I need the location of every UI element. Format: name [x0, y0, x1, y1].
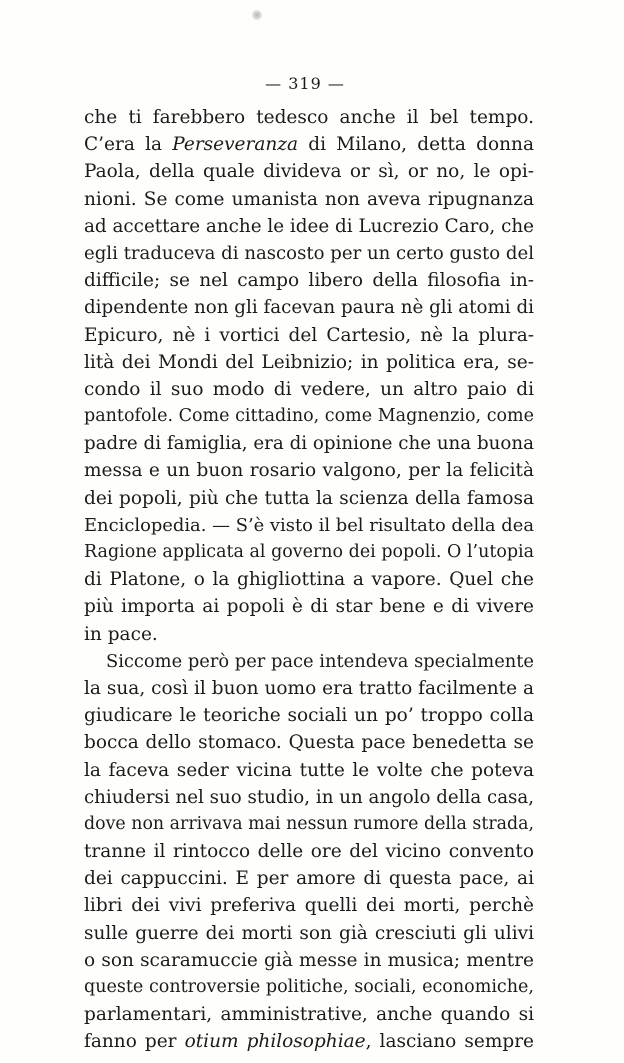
text-line: difficile; se nel campo libero della filosofia in-	[84, 270, 534, 292]
text-line: Siccome però per pace intendeva specialmente	[106, 650, 534, 672]
text-line: Paola, della quale divideva or sì, or no, le opi-	[84, 161, 534, 183]
text-line: tranne il rintocco delle ore del vicino convento	[84, 841, 534, 863]
text-line: parlamentari, amministrative, anche quando si	[84, 1004, 534, 1026]
text-segment: di Milano, detta donna	[298, 134, 534, 156]
text-line: libri dei vivi preferiva quelli dei morti, perchè	[84, 895, 534, 917]
text-line: nioni. Se come umanista non aveva ripugnanza	[84, 188, 534, 210]
text-line: Epicuro, nè i vortici del Cartesio, nè la plura-	[84, 324, 534, 346]
italic-title: otium philosophiae	[184, 1031, 366, 1053]
text-line: ad accettare anche le idee di Lucrezio Caro, che	[84, 215, 534, 237]
text-line	[84, 1028, 534, 1055]
italic-title: Perseveranza	[172, 134, 299, 156]
text-line: condo il suo modo di vedere, un altro paio di	[84, 378, 534, 400]
text-line: egli traduceva di nascosto per un certo gusto del	[84, 242, 534, 264]
text-line: Ragione applicata al governo dei popoli. O l’utopia	[84, 542, 534, 562]
text-line: messa e un buon rosario valgono, per la felicità	[84, 460, 534, 482]
body-text	[84, 104, 534, 1056]
text-line: Enciclopedia. — S’è visto il bel risultato della dea	[84, 514, 534, 536]
text-line: dove non arrivava mai nessun rumore della strada,	[84, 813, 534, 834]
text-line: che ti farebbero tedesco anche il bel tempo.	[84, 107, 534, 128]
text-line: la sua, così il buon uomo era tratto facilmente a	[84, 677, 534, 699]
text-line: pantofole. Come cittadino, come Magnenzio, come	[84, 406, 534, 427]
text-line: queste controversie politiche, sociali, economiche,	[84, 977, 534, 997]
text-line: chiudersi nel suo studio, in un angolo della casa,	[84, 786, 534, 808]
text-segment: fanno per	[84, 1031, 185, 1053]
text-line: lità dei Mondi del Leibnizio; in politica era, se-	[84, 351, 534, 373]
page-number: — 319 —	[265, 74, 345, 93]
text-line: o son scaramuccie già messe in musica; mentre	[84, 949, 534, 971]
text-line: dipendente non gli facevan paura nè gli atomi di	[84, 297, 534, 319]
text-line: la faceva seder vicina tutte le volte che poteva	[84, 759, 534, 781]
text-line: più importa ai popoli è di star bene e di vivere	[84, 596, 534, 618]
text-line: bocca dello stomaco. Questa pace benedetta se	[84, 732, 534, 754]
text-line	[84, 131, 534, 158]
text-segment: C’era la	[84, 134, 173, 156]
paper-speck	[252, 10, 262, 20]
text-line: padre di famiglia, era di opinione che una buona	[84, 433, 534, 455]
text-line: giudicare le teoriche sociali un po’ troppo colla	[84, 705, 534, 727]
text-line: dei popoli, più che tutta la scienza della famosa	[84, 487, 534, 509]
text-line: sulle guerre dei morti son già cresciuti gli ulivi	[84, 922, 534, 944]
text-line: dei cappuccini. E per amore di questa pace, ai	[84, 868, 534, 890]
text-line: di Platone, o la ghigliottina a vapore. Quel che	[84, 569, 534, 591]
text-segment: , lasciano sempre	[365, 1031, 534, 1053]
text-line: in pace.	[84, 623, 158, 645]
